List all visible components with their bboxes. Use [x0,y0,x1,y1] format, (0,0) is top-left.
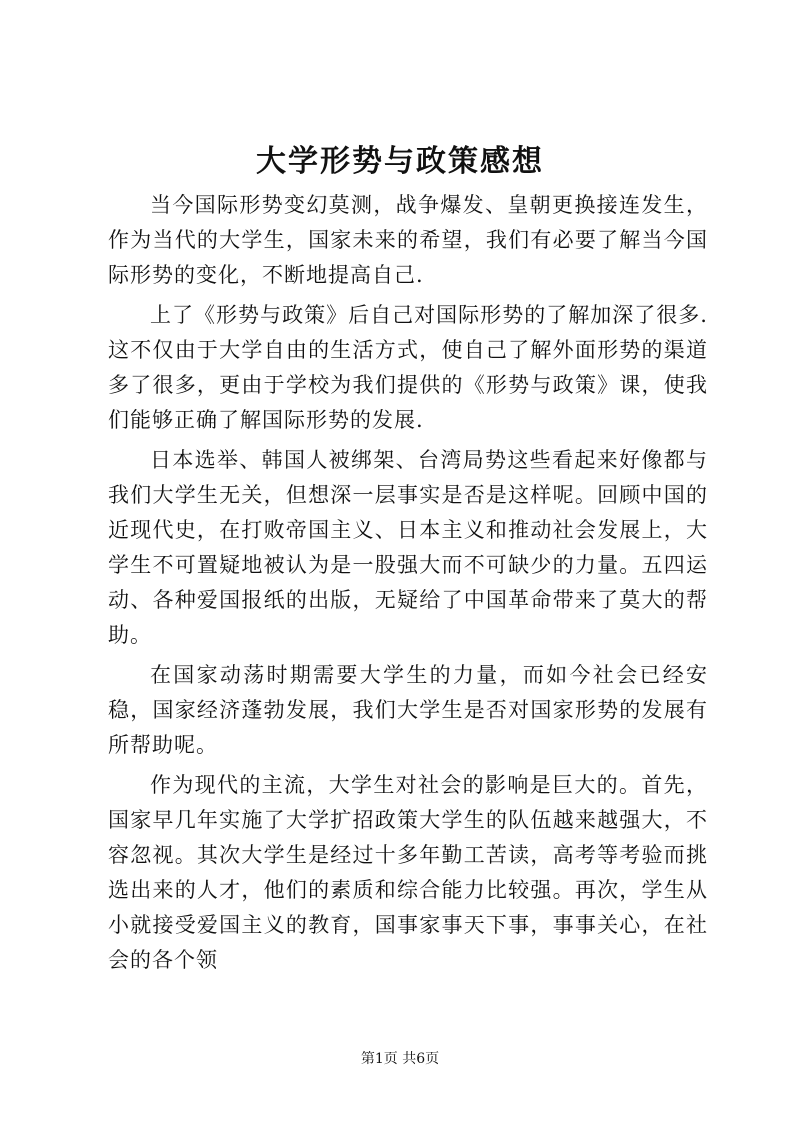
paragraph-1: 当今国际形势变幻莫测，战争爆发、皇朝更换接连发生，作为当代的大学生，国家未来的希望，我们有必要了解当今国际形势的变化，不断地提高自己. [108,193,708,287]
paragraph-4: 在国家动荡时期需要大学生的力量，而如今社会已经安稳，国家经济蓬勃发展，我们大学生是否对国家形势的发展有所帮助呢。 [108,663,708,757]
document-body [108,188,708,978]
paragraph-2: 上了《形势与政策》后自己对国际形势的了解加深了很多.这不仅由于大学自由的生活方式，使自己了解外面形势的渠道多了很多，更由于学校为我们提供的《形势与政策》课，使我们能够正确了解国际形势的发展. [108,303,708,432]
page-number-footer: 第1页 共6页 [360,1051,440,1067]
paragraph-5: 作为现代的主流，大学生对社会的影响是巨大的。首先，国家早几年实施了大学扩招政策大学生的队伍越来越强大，不容忽视。其次大学生是经过十多年勤工苦读，高考等考验而挑选出来的人才，他们的素质和综合能力比较强。再次，学生从小就接受爱国主义的教育，国事家事天下事，事事关心，在社会的各个领 [108,773,708,972]
document-title: 大学形势与政策感想 [256,144,544,179]
paragraph-3: 日本选举、韩国人被绑架、台湾局势这些看起来好像都与我们大学生无关，但想深一层事实是否是这样呢。回顾中国的近现代史，在打败帝国主义、日本主义和推动社会发展上，大学生不可置疑地被认为是一股强大而不可缺少的力量。五四运动、各种爱国报纸的出版，无疑给了中国革命带来了莫大的帮助。 [108,448,708,647]
